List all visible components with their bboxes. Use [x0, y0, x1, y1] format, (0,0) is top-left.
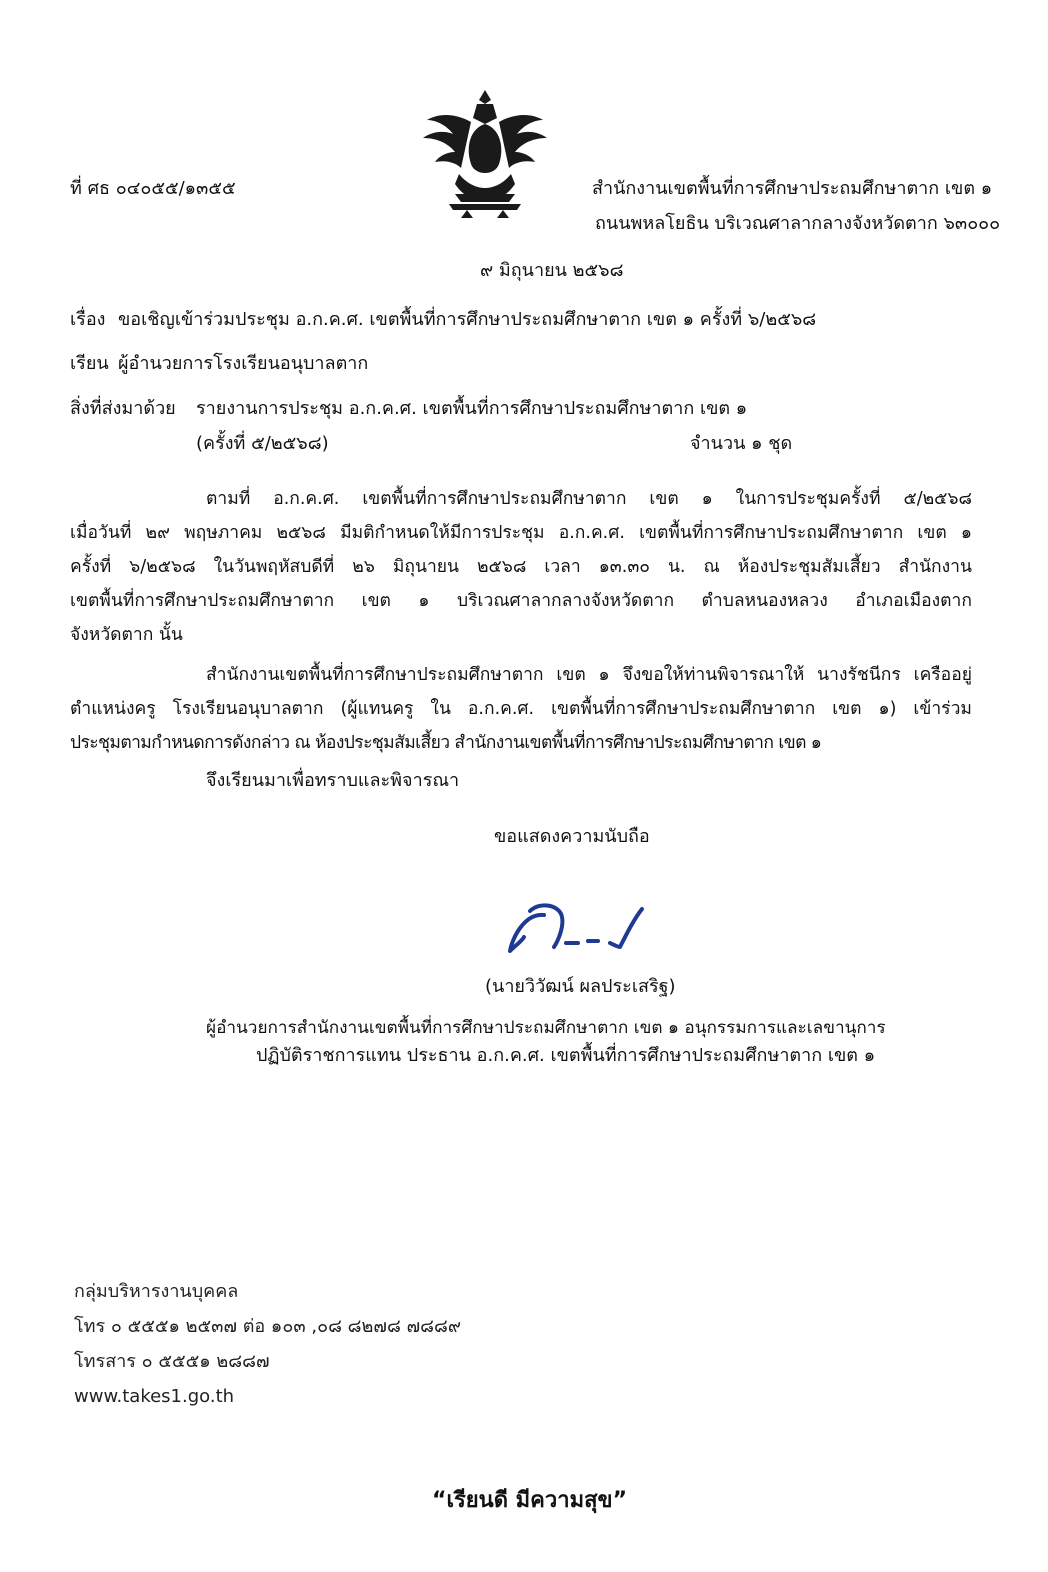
closing-regards: ขอแสดงความนับถือ — [494, 826, 650, 847]
signer-title-line1: ผู้อำนวยการสำนักงานเขตพื้นที่การศึกษาประถมศึกษาตาก เขต ๑ อนุกรรมการและเลขานุการ — [206, 1018, 886, 1038]
salutation-label: เรียน — [70, 353, 109, 374]
enclosure-quantity: จำนวน ๑ ชุด — [690, 433, 793, 454]
salutation-text: ผู้อำนวยการโรงเรียนอนุบาลตาก — [118, 353, 369, 374]
signer-name: (นายวิวัฒน์ ผลประเสริฐ) — [485, 976, 676, 997]
para1-line1: ตามที่ อ.ก.ค.ศ. เขตพื้นที่การศึกษาประถมศึกษาตาก เขต ๑ ในการประชุมครั้งที่ ๕/๒๕๖๘ — [206, 489, 972, 509]
enclosure-label: สิ่งที่ส่งมาด้วย — [70, 398, 176, 419]
subject-text: ขอเชิญเข้าร่วมประชุม อ.ก.ค.ศ. เขตพื้นที่การศึกษาประถมศึกษาตาก เขต ๑ ครั้งที่ ๖/๒๕๖๘ — [118, 309, 817, 330]
signer-title-line2: ปฏิบัติราชการแทน ประธาน อ.ก.ค.ศ. เขตพื้นที่การศึกษาประถมศึกษาตาก เขต ๑ — [256, 1045, 876, 1066]
enclosure-line-2: (ครั้งที่ ๕/๒๕๖๘) — [196, 433, 329, 454]
para1-line5: จังหวัดตาก นั้น — [70, 625, 183, 645]
para2-line1: สำนักงานเขตพื้นที่การศึกษาประถมศึกษาตาก เขต ๑ จึงขอให้ท่านพิจารณาให้ นางรัชนีกร เครืออยู่ — [206, 665, 972, 685]
closing-request: จึงเรียนมาเพื่อทราบและพิจารณา — [206, 770, 460, 791]
enclosure-line-1: รายงานการประชุม อ.ก.ค.ศ. เขตพื้นที่การศึกษาประถมศึกษาตาก เขต ๑ — [196, 398, 748, 419]
para1-line3: ครั้งที่ ๖/๒๕๖๘ ในวันพฤหัสบดีที่ ๒๖ มิถุนายน ๒๕๖๘ เวลา ๑๓.๓๐ น. ณ ห้องประชุมสัมเสี้ยว สำนักงาน — [70, 557, 972, 577]
fax: โทรสาร ๐ ๕๕๕๑ ๒๘๘๗ — [74, 1351, 270, 1372]
para1-line2: เมื่อวันที่ ๒๙ พฤษภาคม ๒๕๖๘ มีมติกำหนดให้มีการประชุม อ.ก.ค.ศ. เขตพื้นที่การศึกษาประถมศึกษาตาก เขต ๑ — [70, 523, 972, 543]
signature-icon — [500, 895, 660, 965]
website: www.takes1.go.th — [74, 1386, 235, 1407]
para1-line4: เขตพื้นที่การศึกษาประถมศึกษาตาก เขต ๑ บริเวณศาลากลางจังหวัดตาก ตำบลหนองหลวง อำเภอเมืองตาก — [70, 591, 972, 611]
reference-number: ที่ ศธ ๐๔๐๕๕/๑๓๕๕ — [70, 178, 236, 199]
office-name: สำนักงานเขตพื้นที่การศึกษาประถมศึกษาตาก เขต ๑ — [592, 178, 993, 199]
garuda-emblem-icon — [415, 82, 555, 220]
office-address: ถนนพหลโยธิน บริเวณศาลากลางจังหวัดตาก ๖๓๐๐๐ — [595, 213, 1001, 234]
letter-date: ๙ มิถุนายน ๒๕๖๘ — [480, 260, 624, 281]
subject-label: เรื่อง — [70, 309, 106, 330]
telephone: โทร ๐ ๕๕๕๑ ๒๕๓๗ ต่อ ๑๐๓ ,๐๘ ๘๒๗๘ ๗๘๘๙ — [74, 1316, 462, 1337]
motto: “เรียนดี มีความสุข” — [432, 1488, 628, 1513]
para2-line3: ประชุมตามกำหนดการดังกล่าว ณ ห้องประชุมสัมเสี้ยว สำนักงานเขตพื้นที่การศึกษาประถมศึกษาตาก เขต ๑ — [70, 733, 822, 753]
department: กลุ่มบริหารงานบุคคล — [74, 1281, 239, 1302]
para2-line2: ตำแหน่งครู โรงเรียนอนุบาลตาก (ผู้แทนครู ใน อ.ก.ค.ศ. เขตพื้นที่การศึกษาประถมศึกษาตาก เขต ๑) เข้าร่วม — [70, 699, 972, 719]
